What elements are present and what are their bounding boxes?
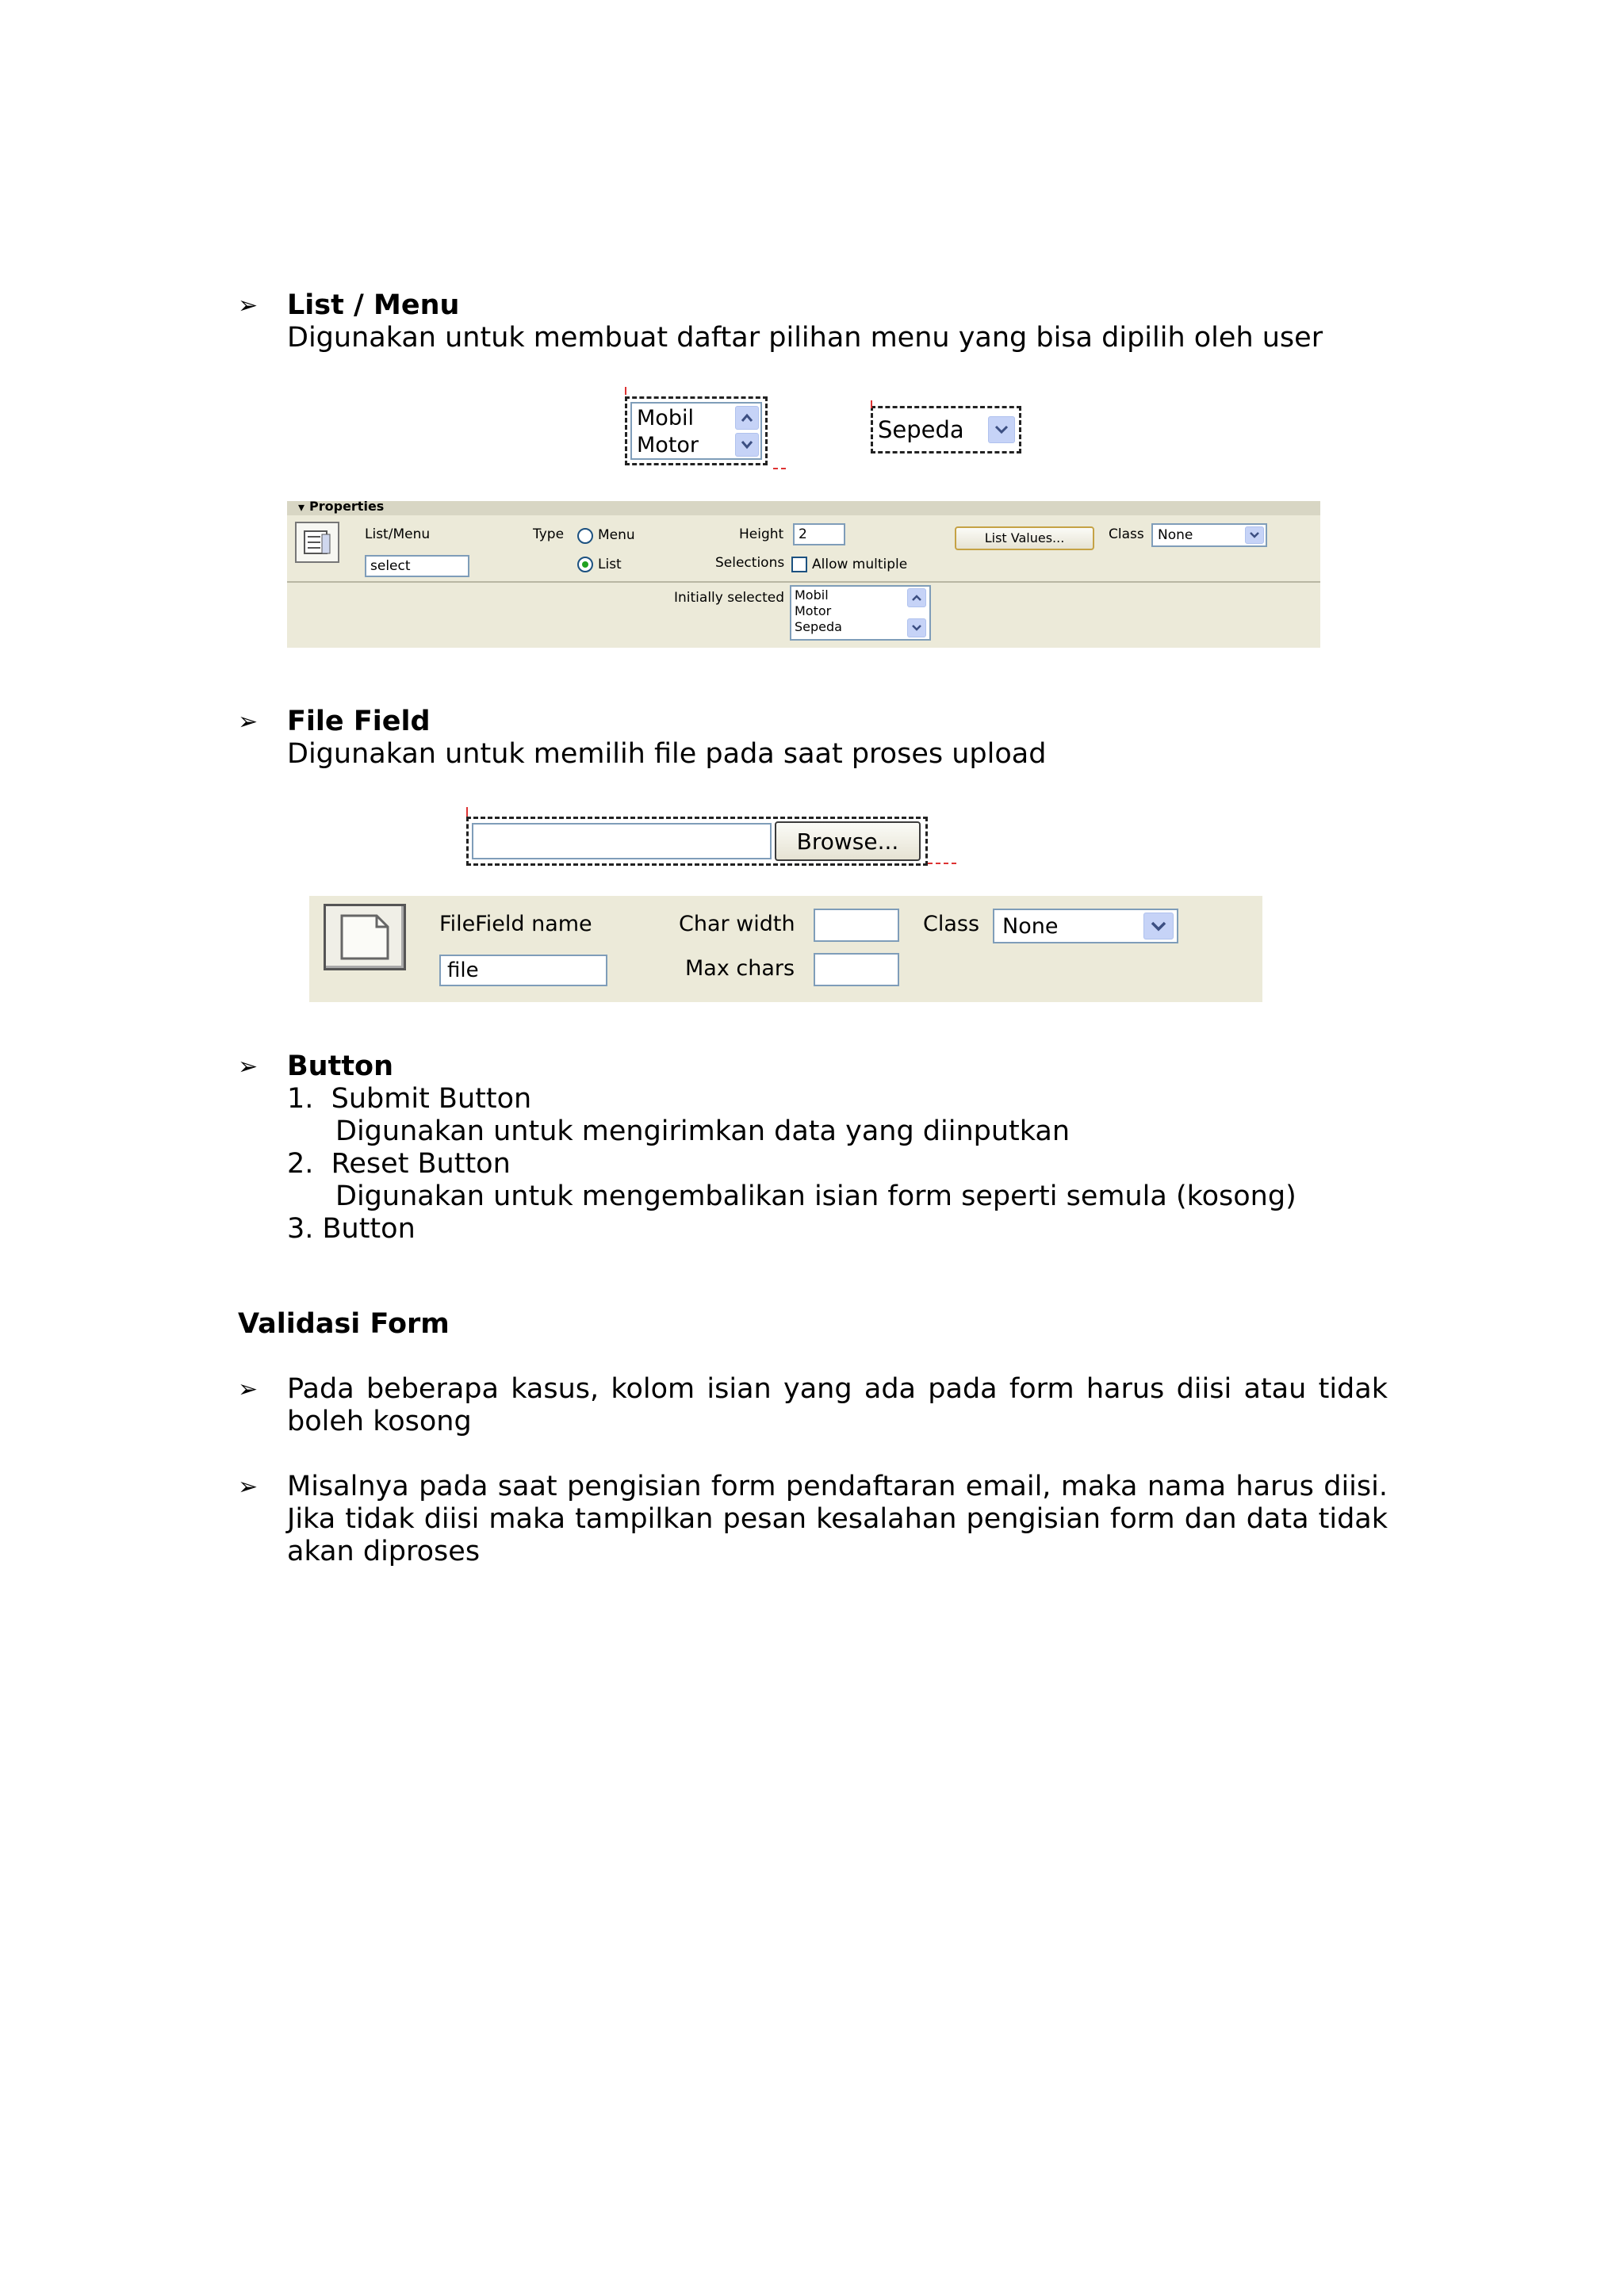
chevron-down-icon <box>911 624 922 632</box>
class-select-value: None <box>1002 914 1059 939</box>
allow-multiple-label: Allow multiple <box>812 557 908 572</box>
class-label: Class <box>1109 526 1144 542</box>
filefield-name-label: FileField name <box>439 912 592 936</box>
height-input[interactable]: 2 <box>793 523 845 545</box>
browse-button[interactable]: Browse... <box>775 821 921 861</box>
scroll-up-button[interactable] <box>907 588 926 607</box>
list-option[interactable]: Mobil <box>795 587 829 603</box>
max-chars-label: Max chars <box>685 956 795 981</box>
validasi-paragraph: Pada beberapa kasus, kolom isian yang ada pada form harus diisi atau tidak boleh kosong <box>287 1373 1388 1437</box>
class-dropdown-button[interactable] <box>1143 913 1174 939</box>
chevron-up-icon <box>911 594 922 602</box>
list-menu-object-icon <box>295 522 339 563</box>
list-option[interactable]: Sepeda <box>795 619 842 634</box>
filefield-name-input[interactable]: file <box>439 955 607 986</box>
panel-divider <box>287 581 1320 583</box>
allow-multiple-checkbox[interactable] <box>791 557 807 572</box>
listbox-option[interactable]: Mobil <box>637 406 694 430</box>
list-option[interactable]: Motor <box>795 603 832 618</box>
panel-header-title: Properties <box>309 499 385 514</box>
chevron-down-icon <box>741 440 753 450</box>
type-menu-label: Menu <box>598 527 635 543</box>
list-values-button[interactable]: List Values... <box>955 526 1094 550</box>
file-path-input[interactable] <box>472 823 772 859</box>
panel-header: ▾ Properties <box>287 501 1320 515</box>
file-field-example <box>466 817 928 866</box>
scroll-down-button[interactable] <box>907 618 926 637</box>
button-item-label: 1. Submit Button <box>287 1083 532 1115</box>
menu-dropdown-button[interactable] <box>988 416 1015 443</box>
type-list-label: List <box>598 557 622 572</box>
button-heading: Button <box>287 1050 394 1082</box>
red-marker <box>773 468 786 471</box>
chevron-down-icon <box>1151 920 1166 932</box>
type-menu-radio[interactable] <box>577 528 593 544</box>
button-item-label: 3. Button <box>287 1213 416 1245</box>
select-name-input[interactable]: select <box>365 555 469 577</box>
char-width-input[interactable] <box>814 909 899 942</box>
initially-selected-label: Initially selected <box>674 590 784 606</box>
char-width-label: Char width <box>679 912 795 936</box>
red-marker <box>625 387 629 395</box>
menu-example <box>871 406 1021 453</box>
class-select[interactable] <box>1151 523 1267 547</box>
red-marker <box>466 807 470 817</box>
list-menu-heading: List / Menu <box>287 289 460 321</box>
object-type-label: List/Menu <box>365 526 431 542</box>
button-item-label: 2. Reset Button <box>287 1148 511 1180</box>
initially-selected-list[interactable] <box>790 585 931 641</box>
list-menu-properties-panel <box>287 501 1320 648</box>
max-chars-input[interactable] <box>814 953 899 986</box>
class-label: Class <box>923 912 980 936</box>
scroll-up-button[interactable] <box>735 406 759 430</box>
arrow-bullet-icon: ➢ <box>238 292 259 320</box>
arrow-bullet-icon: ➢ <box>238 1376 259 1403</box>
file-field-object-icon <box>324 904 406 970</box>
chevron-down-icon <box>1249 531 1260 539</box>
listbox-option[interactable]: Motor <box>637 433 699 457</box>
listbox[interactable] <box>630 402 762 460</box>
button-item-description: Digunakan untuk mengirimkan data yang diinputkan <box>335 1115 1071 1147</box>
validasi-paragraph: Misalnya pada saat pengisian form pendaftaran email, maka nama harus diisi. Jika tidak diisi maka tampilkan pesan kesalahan pengisian form dan data tidak akan diproses <box>287 1471 1388 1567</box>
file-field-description: Digunakan untuk memilih file pada saat proses upload <box>287 738 1047 770</box>
arrow-bullet-icon: ➢ <box>238 1473 259 1501</box>
file-field-properties-panel <box>309 896 1262 1002</box>
class-select[interactable] <box>993 909 1178 943</box>
chevron-down-icon <box>994 425 1009 434</box>
arrow-bullet-icon: ➢ <box>238 708 259 736</box>
file-field-heading: File Field <box>287 706 431 737</box>
type-list-radio[interactable] <box>577 557 593 572</box>
arrow-bullet-icon: ➢ <box>238 1053 259 1081</box>
validasi-form-heading: Validasi Form <box>238 1308 450 1340</box>
red-marker <box>928 863 956 866</box>
menu-selected-value[interactable]: Sepeda <box>878 416 964 443</box>
list-menu-description: Digunakan untuk membuat daftar pilihan menu yang bisa dipilih oleh user <box>287 322 1323 354</box>
type-label: Type <box>533 526 565 542</box>
button-item-description: Digunakan untuk mengembalikan isian form seperti semula (kosong) <box>335 1181 1297 1212</box>
red-marker <box>871 400 875 408</box>
chevron-up-icon <box>741 413 753 423</box>
height-label: Height <box>739 526 784 542</box>
class-dropdown-button[interactable] <box>1245 526 1264 544</box>
scroll-down-button[interactable] <box>735 433 759 457</box>
class-select-value: None <box>1158 527 1193 543</box>
selections-label: Selections <box>715 555 785 571</box>
listbox-example <box>625 396 772 469</box>
